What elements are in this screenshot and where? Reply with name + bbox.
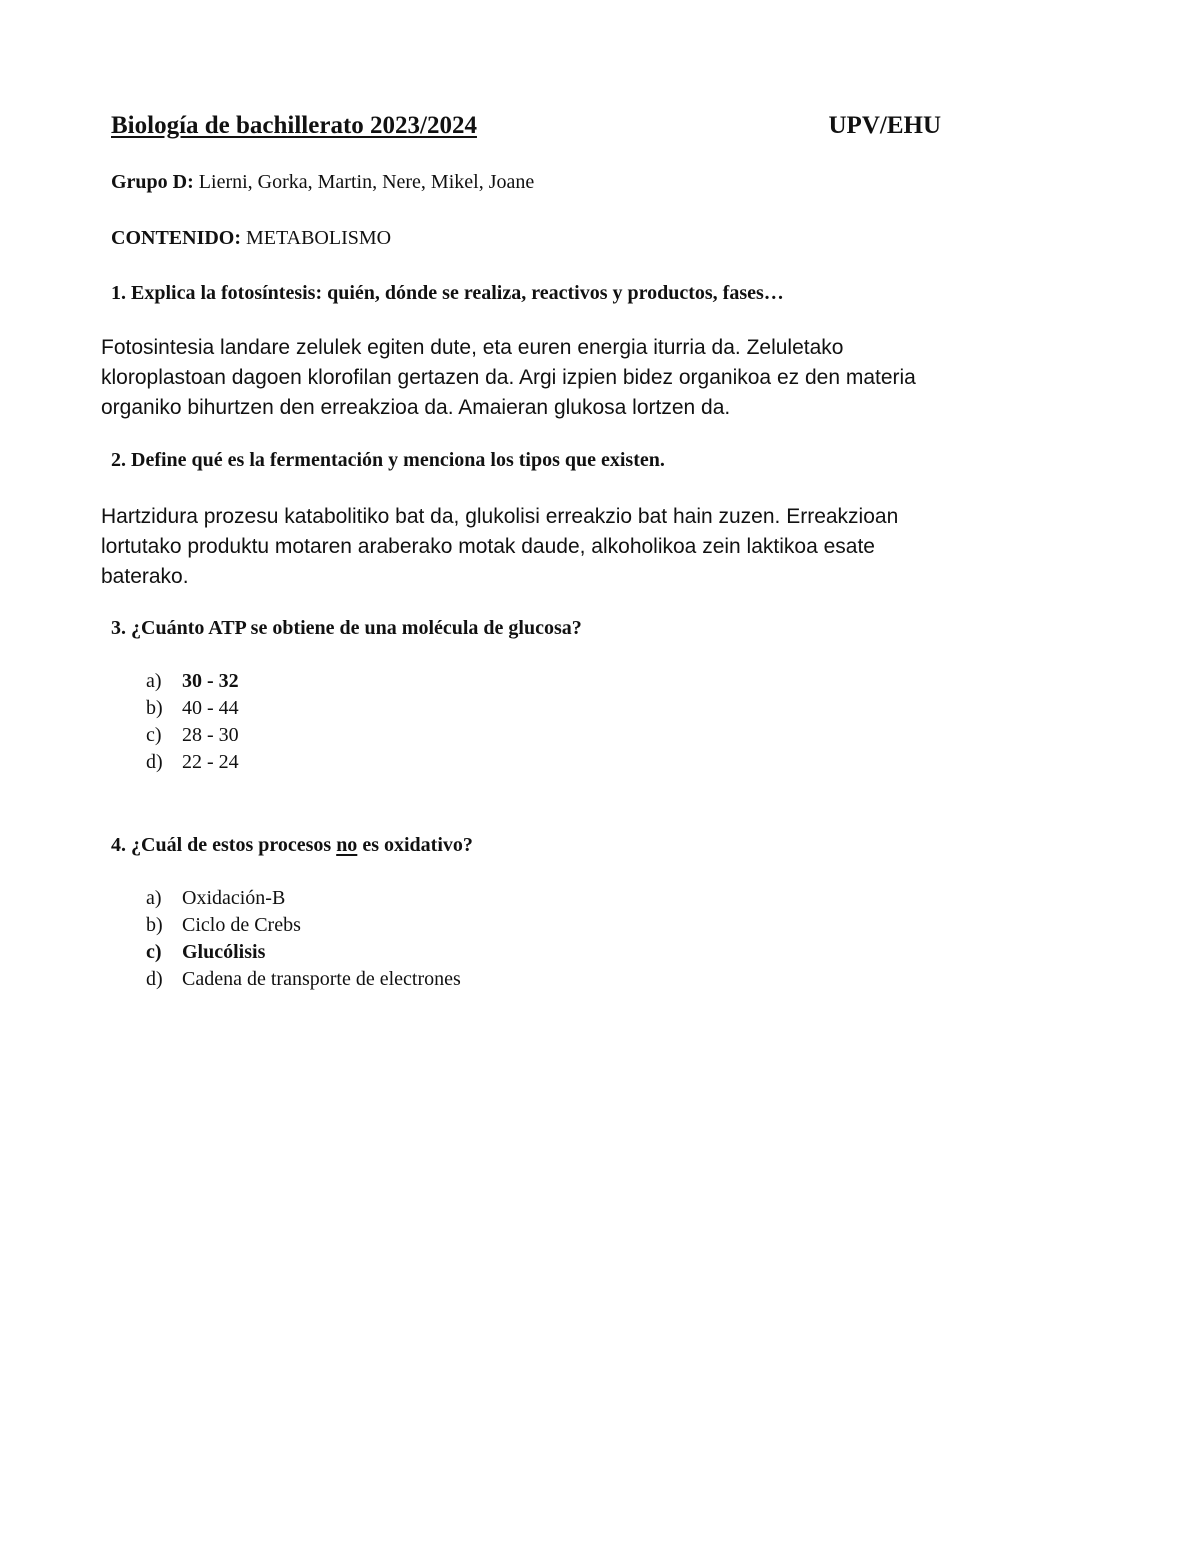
option-3c [146, 722, 239, 749]
option-text: Cadena de transporte de electrones [182, 968, 461, 990]
question-2: 2. Define qué es la fermentación y menciona los tipos que existen. [111, 449, 665, 471]
option-4b [146, 912, 461, 939]
option-text: 22 - 24 [182, 751, 239, 773]
group-line [111, 171, 534, 194]
question-4-text-end: es oxidativo? [357, 834, 473, 856]
option-3d [146, 749, 239, 776]
answer-2-line: lortutako produktu motaren araberako motak daude, alkoholikoa zein laktikoa esate [101, 535, 875, 558]
option-3a [146, 668, 239, 695]
content-label: CONTENIDO: [111, 227, 242, 249]
question-4-text: 4. ¿Cuál de estos procesos [111, 834, 337, 856]
option-text: 40 - 44 [182, 697, 239, 719]
answer-2 [101, 502, 1061, 592]
answer-1 [101, 333, 1061, 423]
question-3: 3. ¿Cuánto ATP se obtiene de una molécula de glucosa? [111, 617, 582, 639]
option-letter: c) [146, 724, 162, 746]
header-row [111, 112, 941, 146]
question-4-emphasis: no [336, 834, 358, 856]
option-letter: b) [146, 697, 163, 719]
question-4 [111, 834, 473, 857]
option-4d [146, 966, 461, 993]
answer-1-line: kloroplastoan dagoen klorofilan gertazen da. Argi izpien bidez organikoa ez den materia [101, 366, 916, 389]
option-letter: b) [146, 914, 163, 936]
content-value: METABOLISMO [241, 227, 392, 249]
answer-1-line: Fotosintesia landare zelulek egiten dute, eta euren energia iturria da. Zeluletako [101, 336, 844, 359]
question-1: 1. Explica la fotosíntesis: quién, dónde se realiza, reactivos y productos, fases… [111, 282, 784, 304]
group-members: Lierni, Gorka, Martin, Nere, Mikel, Joane [193, 171, 535, 193]
option-text: Ciclo de Crebs [182, 914, 301, 936]
content-line [111, 227, 391, 250]
option-letter: a) [146, 670, 162, 692]
answer-2-line: Hartzidura prozesu katabolitiko bat da, glukolisi erreakzio bat hain zuzen. Erreakzioan [101, 505, 899, 528]
option-letter: a) [146, 887, 162, 909]
option-3b [146, 695, 239, 722]
option-letter: c) [146, 941, 162, 963]
option-text: 28 - 30 [182, 724, 239, 746]
option-4c [146, 939, 461, 966]
option-4a [146, 885, 461, 912]
answer-2-line: baterako. [101, 565, 189, 588]
option-text: Oxidación-B [182, 887, 286, 909]
course-title: Biología de bachillerato 2023/2024 [111, 112, 477, 139]
question-3-options [146, 668, 239, 776]
option-text: 30 - 32 [182, 670, 239, 692]
answer-1-line: organiko bihurtzen den erreakzioa da. Amaieran glukosa lortzen da. [101, 396, 731, 419]
option-letter: d) [146, 968, 163, 990]
institution-name: UPV/EHU [828, 112, 941, 139]
option-letter: d) [146, 751, 163, 773]
group-label: Grupo D: [111, 171, 194, 193]
question-4-options [146, 885, 461, 993]
option-text: Glucólisis [182, 941, 266, 963]
